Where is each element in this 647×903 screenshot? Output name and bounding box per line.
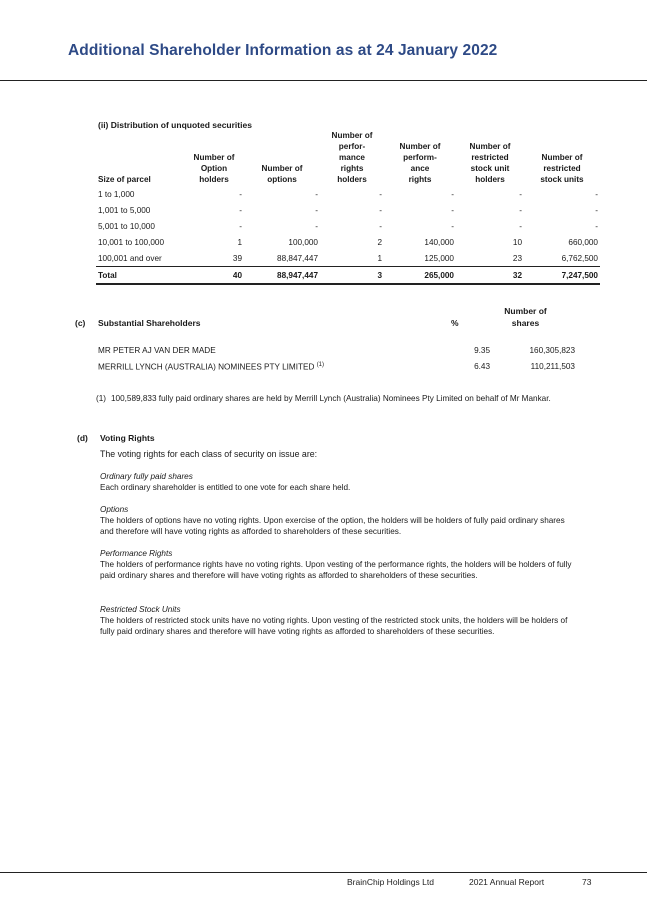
cell-rsu: - xyxy=(595,205,598,215)
table-row xyxy=(96,202,600,218)
holder-shares: 110,211,503 xyxy=(530,362,575,371)
cell-size: 100,001 and over xyxy=(96,250,184,267)
shares-header-line1: Number of xyxy=(504,306,547,316)
voting-class-title: Options xyxy=(100,505,129,514)
holder-name: MR PETER AJ VAN DER MADE xyxy=(98,346,216,355)
col-options-header: Number of options xyxy=(261,164,303,184)
pct-header: % xyxy=(451,318,459,328)
cell-perf-rights: - xyxy=(451,221,454,231)
cell-size: 10,001 to 100,000 xyxy=(98,237,165,247)
col-perf-rights-header: Number of perform- ance rights xyxy=(399,142,441,184)
voting-class-title: Ordinary fully paid shares xyxy=(100,472,193,481)
voting-class-ordinary xyxy=(100,471,580,493)
cell-perf-rights: 125,000 xyxy=(384,250,456,267)
table-row xyxy=(96,186,600,202)
cell-options: - xyxy=(315,221,318,231)
cell-size: Total xyxy=(96,267,184,285)
cell-option-holders: - xyxy=(239,221,242,231)
cell-options: - xyxy=(315,205,318,215)
col-perf-holders-header: Number of perfor- mance rights holders xyxy=(331,131,373,184)
holder-pct: 6.43 xyxy=(474,362,490,371)
distribution-table xyxy=(96,130,600,285)
footnote-text: 100,589,833 fully paid ordinary shares are held by Merrill Lynch (Australia) Nominees Pty Limited on behalf of Mr Mankar. xyxy=(111,394,551,403)
footnote-number: (1) xyxy=(96,394,107,403)
cell-options: 88,947,447 xyxy=(244,267,320,285)
cell-rsu: 660,000 xyxy=(568,237,598,247)
cell-perf-rights: 140,000 xyxy=(424,237,454,247)
voting-class-title: Restricted Stock Units xyxy=(100,605,181,614)
cell-perf-rights: - xyxy=(451,205,454,215)
table-row xyxy=(96,234,600,250)
cell-perf-holders: - xyxy=(379,221,382,231)
section-c-label: (c) xyxy=(75,318,86,328)
substantial-heading: Substantial Shareholders xyxy=(98,318,201,328)
cell-option-holders: 40 xyxy=(184,267,244,285)
cell-option-holders: - xyxy=(239,205,242,215)
cell-rsu-holders: - xyxy=(519,221,522,231)
cell-rsu-holders: 23 xyxy=(456,250,524,267)
voting-class-text: The holders of performance rights have no voting rights. Upon vesting of the performance rights, the holders will be holders of fully paid ordinary shares and therefore will have voting rights as afforded to shareholders of these securities. xyxy=(100,560,572,580)
voting-class-performance xyxy=(100,548,580,581)
header-rule xyxy=(0,80,647,81)
cell-option-holders: - xyxy=(239,189,242,199)
cell-options: 88,847,447 xyxy=(244,250,320,267)
col-rsu-holders-header: Number of restricted stock unit holders xyxy=(469,142,511,184)
table-row xyxy=(96,250,600,267)
cell-size: 1,001 to 5,000 xyxy=(98,205,151,215)
cell-rsu-holders: 10 xyxy=(512,237,522,247)
cell-perf-rights: 265,000 xyxy=(384,267,456,285)
holder-pct: 9.35 xyxy=(474,346,490,355)
voting-intro: The voting rights for each class of security on issue are: xyxy=(100,449,318,459)
voting-class-text: The holders of restricted stock units have no voting rights. Upon vesting of the restricted stock units, the holders will be holders of fully paid ordinary shares and therefore will have voting rights as afforded to shareholders of these securities. xyxy=(100,616,568,636)
distribution-heading: (ii) Distribution of unquoted securities xyxy=(98,120,252,130)
section-d-label: (d) xyxy=(77,433,88,443)
table-row xyxy=(96,218,600,234)
voting-class-title: Performance Rights xyxy=(100,549,173,558)
cell-rsu-holders: - xyxy=(519,189,522,199)
holder-name: MERRILL LYNCH (AUSTRALIA) NOMINEES PTY LIMITED xyxy=(98,362,315,372)
table-total-row xyxy=(96,267,600,285)
cell-perf-holders: 3 xyxy=(320,267,384,285)
cell-perf-holders: 1 xyxy=(320,250,384,267)
col-size-header: Size of parcel xyxy=(98,175,151,184)
voting-class-options xyxy=(100,504,580,537)
holder-name-row xyxy=(98,362,324,372)
cell-options: - xyxy=(315,189,318,199)
cell-rsu-holders: - xyxy=(519,205,522,215)
cell-perf-holders: - xyxy=(379,189,382,199)
voting-heading: Voting Rights xyxy=(100,433,155,443)
cell-rsu-holders: 32 xyxy=(456,267,524,285)
cell-perf-holders: 2 xyxy=(377,237,382,247)
footer-company: BrainChip Holdings Ltd xyxy=(347,877,434,887)
cell-perf-rights: - xyxy=(451,189,454,199)
cell-perf-holders: - xyxy=(379,205,382,215)
cell-rsu: 6,762,500 xyxy=(524,250,600,267)
cell-size: 5,001 to 10,000 xyxy=(98,221,155,231)
footer-page-number: 73 xyxy=(582,877,592,887)
footer-report: 2021 Annual Report xyxy=(469,877,545,887)
voting-class-rsu xyxy=(100,604,580,637)
cell-size: 1 to 1,000 xyxy=(98,189,135,199)
holder-footnote: (1) xyxy=(316,362,325,368)
cell-option-holders: 39 xyxy=(184,250,244,267)
holder-shares: 160,305,823 xyxy=(529,346,575,355)
voting-class-text: Each ordinary shareholder is entitled to one vote for each share held. xyxy=(100,483,351,492)
voting-class-text: The holders of options have no voting rights. Upon exercise of the option, the holders will be holders of fully paid ordinary shares and therefore will have voting rights as afforded to shareholders of these securities. xyxy=(100,516,565,536)
footer-rule xyxy=(0,872,647,873)
footnote xyxy=(96,393,566,404)
col-rsu-header: Number of restricted stock units xyxy=(540,153,584,184)
cell-rsu: 7,247,500 xyxy=(524,267,600,285)
cell-option-holders: 1 xyxy=(237,237,242,247)
col-option-holders-header: Number of Option holders xyxy=(193,153,235,184)
shares-header-line2: shares xyxy=(511,318,540,328)
page-title: Additional Shareholder Information as at 24 January 2022 xyxy=(68,42,498,59)
cell-rsu: - xyxy=(595,189,598,199)
cell-rsu: - xyxy=(595,221,598,231)
cell-options: 100,000 xyxy=(288,237,318,247)
